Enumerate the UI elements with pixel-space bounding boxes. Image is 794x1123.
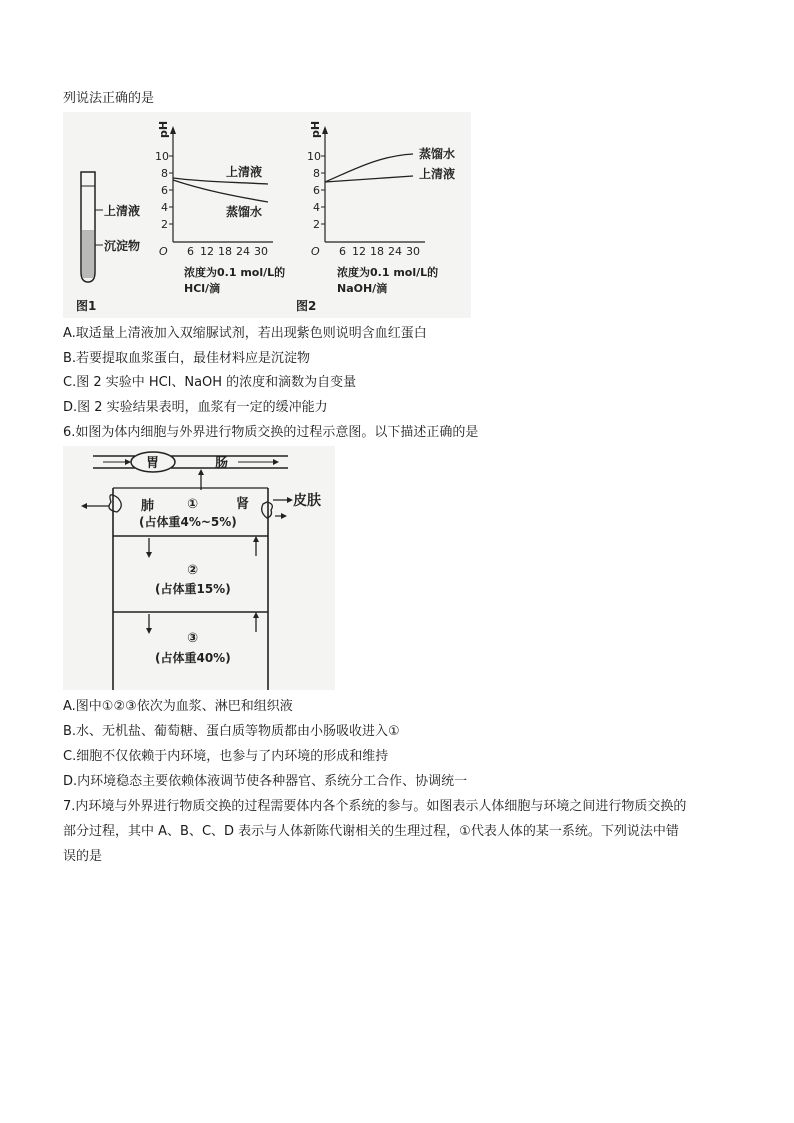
q6-option-c: C.细胞不仅依赖于内环境，也参与了内环境的形成和维持 [63,749,389,764]
naoh-bottom-curve-label: 上清液 [419,167,456,181]
q5-stem-tail: 列说法正确的是 [63,91,155,106]
intestine-label: 肠 [215,456,229,471]
fig1-label: 图1 [76,299,97,313]
box2-percent: (占体重15%) [155,582,231,596]
q5-option-a: A.取适量上清液加入双缩脲试剂，若出现紫色则说明含血红蛋白 [63,326,427,341]
hcl-top-curve-label: 上清液 [226,165,263,179]
q6-option-b: B.水、无机盐、葡萄糖、蛋白质等物质都由小肠吸收进入① [63,724,400,739]
naoh-xtick-6: 6 [339,245,346,258]
hcl-origin: O [159,245,168,258]
hcl-ytick-8: 8 [161,167,168,180]
kidney-icon [262,502,273,518]
q5-figure-svg [63,112,471,318]
hcl-y-axis-label: pH [157,120,170,138]
hcl-xtick-24: 24 [236,245,250,258]
box1-percent: (占体重4%~5%) [139,515,237,529]
q7-line-1: 7.内环境与外界进行物质交换的过程需要体内各个系统的参与。如图表示人体细胞与环境之间进行物质交换的 [63,799,687,814]
naoh-top-curve-label: 蒸馏水 [419,147,456,161]
naoh-xtick-30: 30 [406,245,420,258]
q6-option-d: D.内环境稳态主要依赖体液调节使各种器官、系统分工合作、协调统一 [63,774,468,789]
kidney-label: 肾 [236,497,250,512]
hcl-ytick-10: 10 [155,150,169,163]
box3-percent: (占体重40%) [155,651,231,665]
hcl-ytick-2: 2 [161,218,168,231]
q6-option-a: A.图中①②③依次为血浆、淋巴和组织液 [63,699,293,714]
hcl-xtick-18: 18 [218,245,232,258]
q6-figure-svg [63,446,335,690]
lung-icon [109,495,121,512]
naoh-ytick-4: 4 [313,201,320,214]
digestive-tract [93,452,288,472]
skin-label: 皮肤 [293,493,321,509]
naoh-y-axis-label: pH [309,120,322,138]
box3-number: ③ [187,631,199,646]
stomach-label: 胃 [146,456,160,471]
hcl-ytick-4: 4 [161,201,168,214]
hcl-bottom-curve-label: 蒸馏水 [226,205,263,219]
naoh-xlabel-line1: 浓度为0.1 mol/L的 [337,266,439,279]
naoh-supernatant-curve [325,176,413,182]
naoh-ytick-2: 2 [313,218,320,231]
q7-line-2: 部分过程，其中 A、B、C、D 表示与人体新陈代谢相关的生理过程，①代表人体的某一系统。下列说法中错 [63,824,679,839]
sediment-hatch [82,230,94,278]
chart-hcl [169,126,273,242]
naoh-ytick-8: 8 [313,167,320,180]
q5-option-d: D.图 2 实验结果表明，血浆有一定的缓冲能力 [63,400,328,415]
q5-figure [63,112,471,318]
q5-option-b: B.若要提取血浆蛋白，最佳材料应是沉淀物 [63,351,311,366]
chart-naoh [321,126,425,242]
hcl-ytick-6: 6 [161,184,168,197]
q5-option-c: C.图 2 实验中 HCl、NaOH 的浓度和滴数为自变量 [63,375,357,390]
q6-stem: 6.如图为体内细胞与外界进行物质交换的过程示意图。以下描述正确的是 [63,425,479,440]
naoh-origin: O [311,245,320,258]
sediment-label: 沉淀物 [104,239,141,253]
naoh-xtick-24: 24 [388,245,402,258]
hcl-xtick-30: 30 [254,245,268,258]
naoh-xtick-12: 12 [352,245,366,258]
hcl-xlabel-line2: HCl/滴 [184,282,221,295]
naoh-xlabel-line2: NaOH/滴 [337,282,388,295]
naoh-xtick-18: 18 [370,245,384,258]
box2-number: ② [187,563,199,578]
supernatant-label: 上清液 [104,204,141,218]
q7-line-3: 误的是 [63,849,103,864]
hcl-xtick-6: 6 [187,245,194,258]
naoh-water-curve [325,154,413,182]
test-tube [81,172,103,282]
box1-number: ① [187,497,199,512]
naoh-ytick-6: 6 [313,184,320,197]
lung-label: 肺 [141,499,155,514]
fig2-label: 图2 [296,299,317,313]
naoh-ytick-10: 10 [307,150,321,163]
hcl-xlabel-line1: 浓度为0.1 mol/L的 [184,266,286,279]
q6-figure [63,446,335,690]
hcl-xtick-12: 12 [200,245,214,258]
